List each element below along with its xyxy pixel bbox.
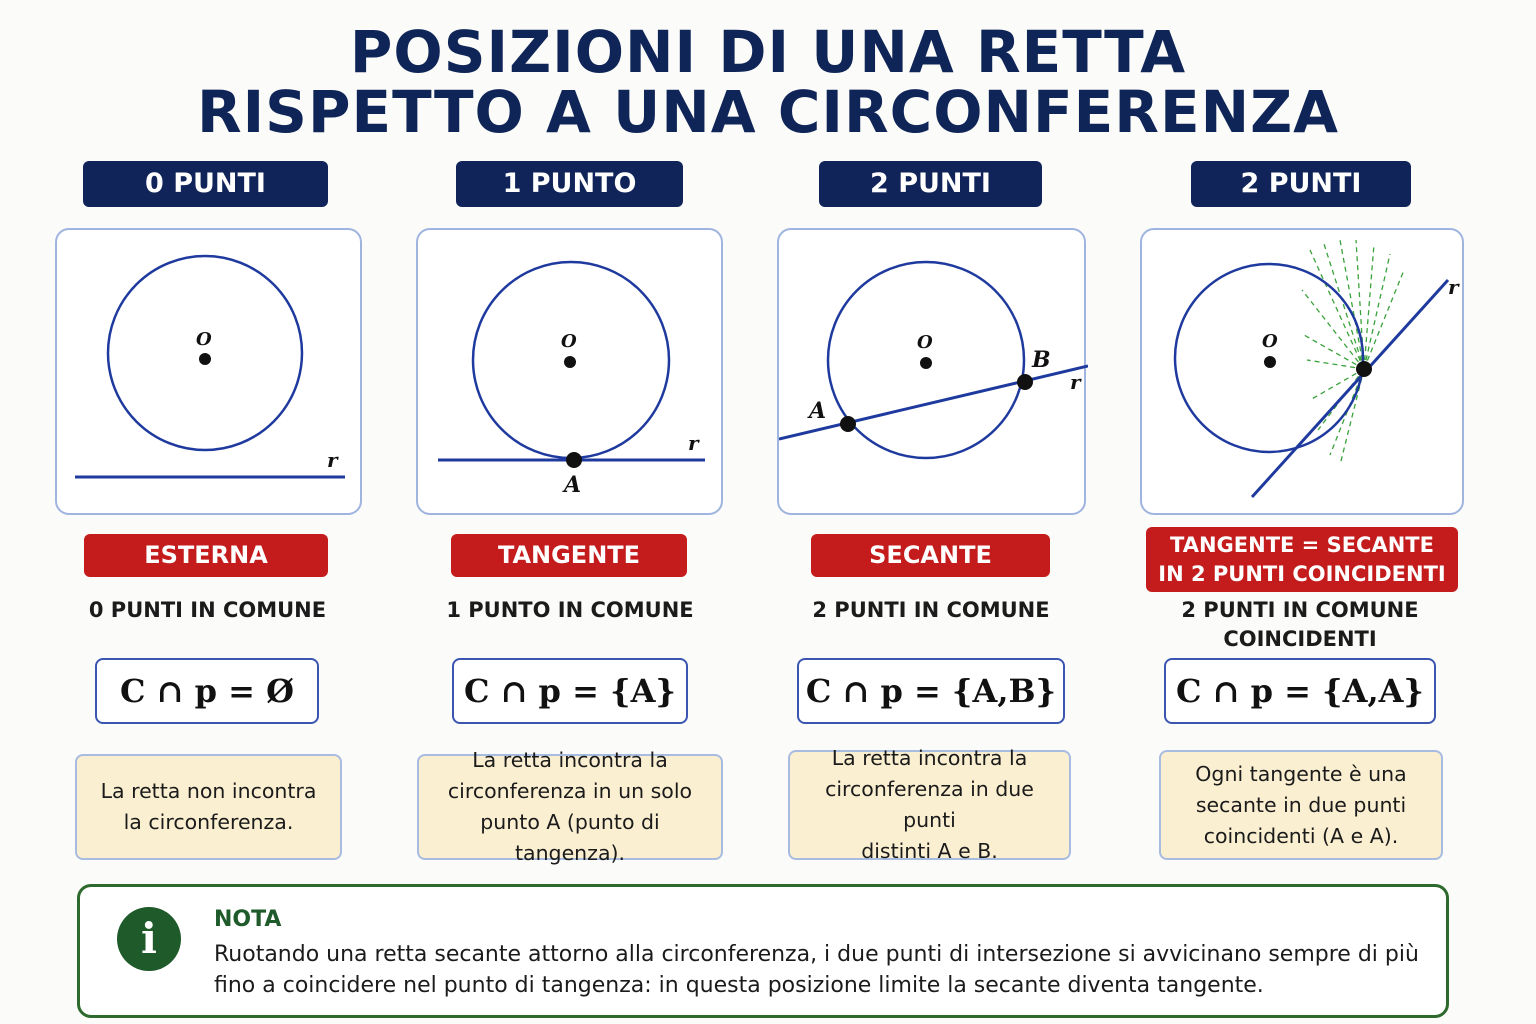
description-box <box>788 746 1071 863</box>
common-line-1: 2 PUNTI IN COMUNE <box>812 598 1050 622</box>
desc-line: La retta incontra la <box>472 748 668 772</box>
note-text <box>214 939 1434 1001</box>
desc-line: La retta non incontra <box>100 779 317 803</box>
note-title: NOTA <box>214 907 282 932</box>
center-label: O <box>196 329 212 350</box>
line-label: r <box>327 448 338 472</box>
description-box <box>75 754 342 860</box>
page-title <box>0 18 1536 146</box>
line-label: r <box>1448 275 1459 299</box>
desc-line: secante in due punti <box>1195 792 1407 817</box>
common-points-text <box>420 596 720 625</box>
point-b-label: B <box>1032 347 1051 373</box>
common-points-text <box>1150 596 1450 654</box>
info-icon: i <box>117 907 181 971</box>
description-box <box>1159 750 1443 860</box>
point-a <box>566 452 582 468</box>
desc-line: Ogni tangente è una <box>1195 761 1407 786</box>
common-points-text <box>781 596 1081 625</box>
header-pill: 2 PUNTI <box>1191 161 1411 207</box>
diagram-panel <box>416 228 723 515</box>
position-tag <box>451 534 687 577</box>
center-label: O <box>1262 331 1278 352</box>
point-b <box>1017 374 1033 390</box>
desc-line: La retta incontra la <box>831 746 1028 770</box>
point-a <box>840 416 856 432</box>
note-line-1: Ruotando una retta secante attorno alla circonferenza, i due punti di intersezione si avvicinano sempre di più <box>214 942 1419 967</box>
position-tag <box>811 534 1050 577</box>
position-tag-label-1: TANGENTE = SECANTE <box>1170 533 1434 557</box>
center-label: O <box>917 332 933 353</box>
formula-box: C ∩ p = {A,A} <box>1164 658 1436 724</box>
diagram-secant <box>779 230 1088 517</box>
line-label: r <box>688 431 699 455</box>
diagram-tangent <box>418 230 725 517</box>
common-line-2: COINCIDENTI <box>1223 627 1377 651</box>
desc-line: circonferenza in un solo <box>447 779 693 803</box>
tangency-point <box>1356 361 1372 377</box>
desc-line: distinti A e B. <box>861 839 998 863</box>
center-point <box>1264 356 1276 368</box>
center-point <box>920 357 932 369</box>
position-tag-label-2: IN 2 PUNTI COINCIDENTI <box>1158 562 1446 586</box>
position-tag-label: SECANTE <box>869 541 992 569</box>
position-tag-label: TANGENTE <box>497 541 641 569</box>
note-line-2: fino a coincidere nel punto di tangenza: in questa posizione limite la secante diventa tangente. <box>214 973 1264 998</box>
line-label: r <box>1070 370 1081 394</box>
common-line-1: 1 PUNTO IN COMUNE <box>446 598 694 622</box>
header-pill: 2 PUNTI <box>819 161 1042 207</box>
title-line-2: RISPETTO A UNA CIRCONFERENZA <box>196 78 1340 146</box>
desc-line: la circonferenza. <box>123 810 294 834</box>
point-a-label: A <box>564 472 582 498</box>
common-line-1: 2 PUNTI IN COMUNE <box>1181 598 1419 622</box>
position-tag <box>1146 527 1458 592</box>
desc-line: coincidenti (A e A). <box>1203 823 1399 848</box>
title-line-1: POSIZIONI DI UNA RETTA <box>349 18 1187 86</box>
rotating-secants <box>1302 240 1404 465</box>
desc-line: punto A (punto di tangenza). <box>480 810 660 865</box>
center-point <box>199 353 211 365</box>
diagram-panel <box>1140 228 1464 515</box>
description-box <box>417 748 723 865</box>
position-tag-label: ESTERNA <box>144 541 268 569</box>
point-a-label: A <box>809 398 827 424</box>
formula-box: C ∩ p = {A} <box>452 658 688 724</box>
common-points-text <box>60 596 355 625</box>
center-label: O <box>561 331 577 352</box>
formula-box: C ∩ p = {A,B} <box>797 658 1065 724</box>
position-tag <box>84 534 328 577</box>
desc-line: circonferenza in due punti <box>825 777 1034 832</box>
common-line-1: 0 PUNTI IN COMUNE <box>88 598 327 622</box>
diagram-panel <box>777 228 1086 515</box>
diagram-external <box>57 230 364 517</box>
center-point <box>564 356 576 368</box>
header-pill: 1 PUNTO <box>456 161 683 207</box>
diagram-panel <box>55 228 362 515</box>
diagram-limit-tangent <box>1142 230 1466 517</box>
header-pill: 0 PUNTI <box>83 161 328 207</box>
note-box <box>77 884 1449 1018</box>
formula-box: C ∩ p = Ø <box>95 658 319 724</box>
